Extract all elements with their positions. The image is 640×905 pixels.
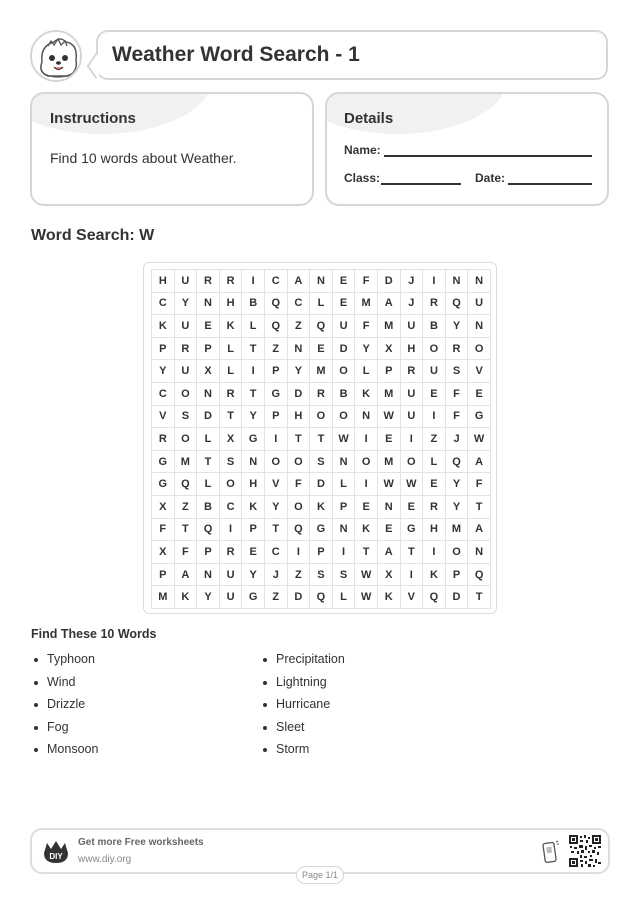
grid-cell[interactable]: E (242, 541, 265, 564)
word-item: Typhoon (31, 648, 98, 671)
grid-cell[interactable]: T (355, 541, 378, 564)
grid-cell[interactable]: V (265, 473, 288, 496)
grid-cell[interactable]: L (310, 293, 333, 316)
grid-cell[interactable]: A (378, 541, 401, 564)
grid-cell[interactable]: N (468, 315, 491, 338)
word-item: Drizzle (31, 693, 98, 716)
grid-cell[interactable]: L (197, 473, 220, 496)
grid-cell[interactable]: T (288, 428, 311, 451)
grid-cell[interactable]: R (220, 541, 243, 564)
class-field[interactable] (381, 183, 461, 185)
grid-cell[interactable]: Y (355, 338, 378, 361)
grid-cell[interactable]: O (401, 451, 424, 474)
grid-cell[interactable]: N (288, 338, 311, 361)
diy-logo-text: DIY (49, 852, 63, 861)
grid-cell[interactable]: C (288, 293, 311, 316)
grid-cell[interactable]: O (333, 360, 356, 383)
grid-cell[interactable]: T (220, 406, 243, 429)
grid-cell[interactable]: Q (446, 293, 469, 316)
grid-cell[interactable]: K (310, 496, 333, 519)
grid-cell[interactable]: M (378, 315, 401, 338)
grid-cell[interactable]: D (378, 270, 401, 293)
grid-cell[interactable]: Z (265, 586, 288, 609)
grid-cell[interactable]: Q (446, 451, 469, 474)
grid-cell[interactable]: P (152, 564, 175, 587)
grid-cell[interactable]: Y (152, 360, 175, 383)
grid-cell[interactable]: Q (197, 519, 220, 542)
word-search-grid-frame (143, 262, 497, 614)
grid-cell[interactable]: N (242, 451, 265, 474)
grid-cell[interactable]: P (333, 496, 356, 519)
grid-cell[interactable]: I (288, 541, 311, 564)
grid-cell[interactable]: D (288, 586, 311, 609)
grid-cell[interactable]: E (333, 270, 356, 293)
grid-cell[interactable]: M (446, 519, 469, 542)
grid-cell[interactable]: L (423, 451, 446, 474)
grid-cell[interactable]: U (401, 315, 424, 338)
grid-cell[interactable]: W (468, 428, 491, 451)
grid-cell[interactable]: W (378, 473, 401, 496)
grid-cell[interactable]: N (333, 451, 356, 474)
grid-cell[interactable]: I (220, 519, 243, 542)
grid-cell[interactable]: F (446, 383, 469, 406)
grid-cell[interactable]: G (468, 406, 491, 429)
grid-cell[interactable]: S (333, 564, 356, 587)
grid-cell[interactable]: P (197, 338, 220, 361)
grid-cell[interactable]: Q (468, 564, 491, 587)
class-label: Class: (344, 171, 381, 185)
grid-cell[interactable]: X (378, 564, 401, 587)
grid-cell[interactable]: O (220, 473, 243, 496)
grid-cell[interactable]: P (152, 338, 175, 361)
grid-cell[interactable]: X (152, 496, 175, 519)
footer-link[interactable]: www.diy.org (78, 854, 132, 865)
grid-cell[interactable]: Q (265, 293, 288, 316)
grid-cell[interactable]: A (288, 270, 311, 293)
grid-cell[interactable]: M (355, 293, 378, 316)
grid-cell[interactable]: R (175, 338, 198, 361)
grid-cell[interactable]: Q (265, 315, 288, 338)
grid-cell[interactable]: K (355, 519, 378, 542)
grid-cell[interactable]: U (175, 360, 198, 383)
phone-icon (542, 840, 560, 864)
grid-cell[interactable]: I (265, 428, 288, 451)
grid-cell[interactable]: Y (446, 496, 469, 519)
word-item: Sleet (260, 716, 345, 739)
grid-cell[interactable]: F (152, 519, 175, 542)
grid-cell[interactable]: U (423, 360, 446, 383)
grid-cell[interactable]: W (378, 406, 401, 429)
grid-cell[interactable]: C (152, 383, 175, 406)
word-item: Lightning (260, 671, 345, 694)
qr-code-icon[interactable] (569, 835, 601, 867)
word-item: Precipitation (260, 648, 345, 671)
grid-cell[interactable]: U (401, 383, 424, 406)
grid-cell[interactable]: O (423, 338, 446, 361)
grid-cell[interactable]: E (310, 338, 333, 361)
grid-cell[interactable]: P (446, 564, 469, 587)
grid-cell[interactable]: O (175, 383, 198, 406)
grid-cell[interactable]: D (310, 473, 333, 496)
grid-cell[interactable]: N (378, 496, 401, 519)
title-box (96, 30, 608, 80)
grid-cell[interactable]: A (468, 451, 491, 474)
grid-cell[interactable]: J (401, 270, 424, 293)
grid-cell[interactable]: H (401, 338, 424, 361)
grid-cell[interactable]: I (401, 564, 424, 587)
grid-cell[interactable]: B (197, 496, 220, 519)
grid-cell[interactable]: L (220, 338, 243, 361)
grid-cell[interactable]: Z (265, 338, 288, 361)
grid-cell[interactable]: U (175, 270, 198, 293)
grid-cell[interactable]: G (152, 451, 175, 474)
grid-cell[interactable]: Q (310, 586, 333, 609)
grid-cell[interactable]: K (423, 564, 446, 587)
grid-cell[interactable]: W (333, 428, 356, 451)
date-label: Date: (475, 171, 506, 185)
grid-cell[interactable]: R (423, 293, 446, 316)
grid-cell[interactable]: E (401, 496, 424, 519)
grid-cell[interactable]: R (423, 496, 446, 519)
grid-cell[interactable]: W (401, 473, 424, 496)
grid-cell[interactable]: W (355, 564, 378, 587)
word-item: Wind (31, 671, 98, 694)
grid-cell[interactable]: X (197, 360, 220, 383)
grid-cell[interactable]: H (220, 293, 243, 316)
grid-cell[interactable]: O (333, 406, 356, 429)
grid-cell[interactable]: N (333, 519, 356, 542)
details-card (325, 92, 609, 206)
grid-cell[interactable]: A (378, 293, 401, 316)
grid-cell[interactable]: F (175, 541, 198, 564)
grid-cell[interactable]: E (378, 428, 401, 451)
instructions-card (30, 92, 314, 206)
grid-cell[interactable]: L (220, 360, 243, 383)
word-item: Monsoon (31, 738, 98, 761)
grid-cell[interactable]: P (197, 541, 220, 564)
grid-cell[interactable]: F (446, 406, 469, 429)
instructions-title: Instructions (50, 110, 136, 127)
grid-cell[interactable]: Y (175, 293, 198, 316)
grid-cell[interactable]: M (378, 451, 401, 474)
grid-cell[interactable]: L (197, 428, 220, 451)
grid-cell[interactable]: J (401, 293, 424, 316)
grid-cell[interactable]: F (355, 270, 378, 293)
grid-cell[interactable]: T (468, 496, 491, 519)
grid-cell[interactable]: Y (446, 315, 469, 338)
word-search-grid (151, 269, 491, 609)
grid-cell[interactable]: I (333, 541, 356, 564)
grid-cell[interactable]: S (310, 564, 333, 587)
grid-cell[interactable]: N (197, 564, 220, 587)
grid-cell[interactable]: R (310, 383, 333, 406)
grid-cell[interactable]: E (333, 293, 356, 316)
grid-cell[interactable]: R (446, 338, 469, 361)
grid-cell[interactable]: W (355, 586, 378, 609)
grid-cell[interactable]: F (468, 473, 491, 496)
grid-cell[interactable]: I (401, 428, 424, 451)
grid-cell[interactable]: I (242, 360, 265, 383)
grid-cell[interactable]: K (242, 496, 265, 519)
grid-cell[interactable]: I (355, 428, 378, 451)
grid-cell[interactable]: B (423, 315, 446, 338)
grid-cell[interactable]: N (468, 270, 491, 293)
grid-cell[interactable]: P (265, 360, 288, 383)
grid-cell[interactable]: R (220, 270, 243, 293)
grid-cell[interactable]: J (265, 564, 288, 587)
grid-cell[interactable]: G (152, 473, 175, 496)
grid-cell[interactable]: Y (288, 360, 311, 383)
grid-cell[interactable]: Z (288, 315, 311, 338)
grid-cell[interactable]: V (401, 586, 424, 609)
grid-cell[interactable]: U (468, 293, 491, 316)
grid-cell[interactable]: O (288, 496, 311, 519)
grid-cell[interactable]: E (423, 383, 446, 406)
grid-cell[interactable]: N (468, 541, 491, 564)
grid-cell[interactable]: E (423, 473, 446, 496)
grid-cell[interactable]: X (378, 338, 401, 361)
grid-cell[interactable]: U (333, 315, 356, 338)
grid-cell[interactable]: D (288, 383, 311, 406)
grid-cell[interactable]: Q (175, 473, 198, 496)
grid-cell[interactable]: V (468, 360, 491, 383)
grid-cell[interactable]: C (265, 270, 288, 293)
grid-cell[interactable]: I (423, 541, 446, 564)
word-item: Storm (260, 738, 345, 761)
grid-cell[interactable]: H (288, 406, 311, 429)
grid-cell[interactable]: T (197, 451, 220, 474)
words-heading: Find These 10 Words (31, 627, 157, 641)
grid-cell[interactable]: R (220, 383, 243, 406)
grid-cell[interactable]: X (220, 428, 243, 451)
grid-cell[interactable]: C (265, 541, 288, 564)
grid-cell[interactable]: G (401, 519, 424, 542)
word-item: Fog (31, 716, 98, 739)
grid-cell[interactable]: V (152, 406, 175, 429)
grid-cell[interactable]: K (220, 315, 243, 338)
grid-cell[interactable]: U (175, 315, 198, 338)
grid-cell[interactable]: I (355, 473, 378, 496)
footer-promo-text: Get more Free worksheets (78, 837, 204, 848)
diy-logo-icon[interactable] (42, 839, 70, 865)
words-list-left (31, 648, 98, 761)
grid-cell[interactable]: L (355, 360, 378, 383)
grid-cell[interactable]: I (242, 270, 265, 293)
grid-cell[interactable]: T (242, 338, 265, 361)
grid-cell[interactable]: P (310, 541, 333, 564)
words-list-right (260, 648, 345, 761)
grid-cell[interactable]: K (175, 586, 198, 609)
grid-cell[interactable]: A (468, 519, 491, 542)
grid-cell[interactable]: R (401, 360, 424, 383)
grid-cell[interactable]: H (423, 519, 446, 542)
grid-cell[interactable]: C (220, 496, 243, 519)
grid-cell[interactable]: L (333, 473, 356, 496)
word-search-heading: Word Search: W (31, 227, 155, 244)
grid-cell[interactable]: Z (288, 564, 311, 587)
mascot-icon (30, 30, 82, 82)
grid-cell[interactable]: D (197, 406, 220, 429)
grid-cell[interactable]: U (220, 564, 243, 587)
grid-cell[interactable]: H (152, 270, 175, 293)
grid-cell[interactable]: B (333, 383, 356, 406)
grid-cell[interactable]: G (242, 428, 265, 451)
grid-cell[interactable]: T (310, 428, 333, 451)
grid-cell[interactable]: D (333, 338, 356, 361)
grid-cell[interactable]: P (265, 406, 288, 429)
grid-cell[interactable]: T (242, 383, 265, 406)
grid-cell[interactable]: O (468, 338, 491, 361)
instructions-text: Find 10 words about Weather. (50, 150, 237, 166)
grid-cell[interactable]: E (197, 315, 220, 338)
grid-cell[interactable]: D (446, 586, 469, 609)
grid-cell[interactable]: K (355, 383, 378, 406)
grid-cell[interactable]: Y (242, 564, 265, 587)
grid-cell[interactable]: E (468, 383, 491, 406)
grid-cell[interactable]: N (310, 270, 333, 293)
grid-cell[interactable]: O (265, 451, 288, 474)
grid-cell[interactable]: G (242, 586, 265, 609)
grid-cell[interactable]: P (378, 360, 401, 383)
grid-cell[interactable]: E (355, 496, 378, 519)
grid-cell[interactable]: L (333, 586, 356, 609)
grid-cell[interactable]: Z (175, 496, 198, 519)
word-item: Hurricane (260, 693, 345, 716)
grid-cell[interactable]: S (220, 451, 243, 474)
grid-cell[interactable]: Q (423, 586, 446, 609)
page-header (30, 28, 610, 84)
grid-cell[interactable]: Q (310, 315, 333, 338)
grid-cell[interactable]: O (310, 406, 333, 429)
grid-cell[interactable]: Q (288, 519, 311, 542)
grid-cell[interactable]: U (401, 406, 424, 429)
grid-cell[interactable]: R (152, 428, 175, 451)
grid-cell[interactable]: T (175, 519, 198, 542)
grid-cell[interactable]: T (468, 586, 491, 609)
grid-cell[interactable]: I (423, 270, 446, 293)
grid-cell[interactable]: S (175, 406, 198, 429)
grid-cell[interactable]: H (242, 473, 265, 496)
details-title: Details (344, 110, 394, 127)
grid-cell[interactable]: G (265, 383, 288, 406)
grid-cell[interactable]: K (378, 586, 401, 609)
grid-cell[interactable]: G (310, 519, 333, 542)
grid-cell[interactable]: M (310, 360, 333, 383)
grid-cell[interactable]: S (310, 451, 333, 474)
page-number-badge: Page 1/1 (296, 866, 344, 884)
grid-cell[interactable]: M (152, 586, 175, 609)
grid-cell[interactable]: T (265, 519, 288, 542)
grid-cell[interactable]: N (197, 293, 220, 316)
grid-cell[interactable]: K (152, 315, 175, 338)
grid-cell[interactable]: F (288, 473, 311, 496)
grid-cell[interactable]: L (242, 315, 265, 338)
grid-cell[interactable]: M (378, 383, 401, 406)
grid-cell[interactable]: M (175, 451, 198, 474)
grid-cell[interactable]: Y (446, 473, 469, 496)
grid-cell[interactable]: Y (265, 496, 288, 519)
grid-cell[interactable]: O (355, 451, 378, 474)
grid-cell[interactable]: T (401, 541, 424, 564)
grid-cell[interactable]: U (220, 586, 243, 609)
grid-cell[interactable]: O (175, 428, 198, 451)
grid-cell[interactable]: F (355, 315, 378, 338)
grid-cell[interactable]: X (152, 541, 175, 564)
date-field[interactable] (508, 183, 592, 185)
name-field[interactable] (384, 155, 592, 157)
grid-cell[interactable]: Y (242, 406, 265, 429)
grid-cell[interactable]: A (175, 564, 198, 587)
grid-cell[interactable]: Y (197, 586, 220, 609)
page-title: Weather Word Search - 1 (112, 43, 360, 66)
grid-cell[interactable]: R (197, 270, 220, 293)
name-label: Name: (344, 143, 381, 157)
grid-cell[interactable]: S (446, 360, 469, 383)
grid-cell[interactable]: C (152, 293, 175, 316)
grid-cell[interactable]: B (242, 293, 265, 316)
grid-cell[interactable]: P (242, 519, 265, 542)
grid-cell[interactable]: N (355, 406, 378, 429)
grid-cell[interactable]: J (446, 428, 469, 451)
grid-cell[interactable]: E (378, 519, 401, 542)
grid-cell[interactable]: O (288, 451, 311, 474)
grid-cell[interactable]: N (446, 270, 469, 293)
grid-cell[interactable]: N (197, 383, 220, 406)
grid-cell[interactable]: I (423, 406, 446, 429)
grid-cell[interactable]: Z (423, 428, 446, 451)
grid-cell[interactable]: O (446, 541, 469, 564)
